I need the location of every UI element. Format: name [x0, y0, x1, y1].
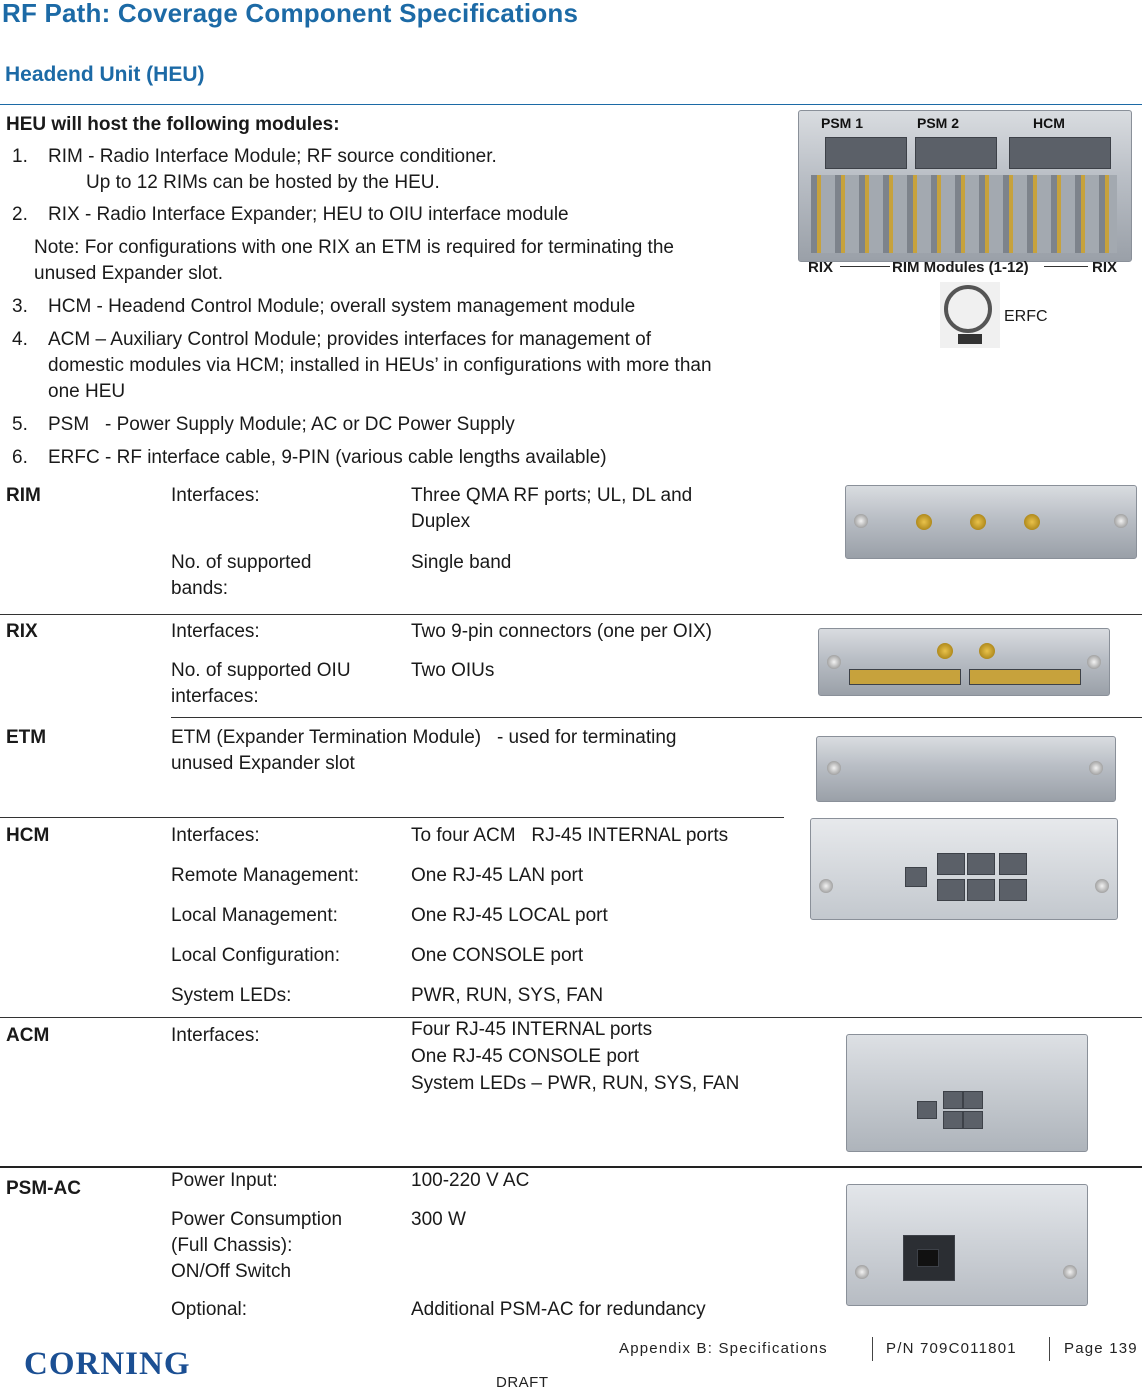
list-num-4: 4.: [12, 329, 28, 350]
hcm-rj45-3: [937, 879, 965, 901]
hcm-interfaces-label: Interfaces:: [171, 825, 260, 846]
list-item-rim-sub: Up to 12 RIMs can be hosted by the HEU.: [86, 172, 440, 193]
acm-rj45-4: [963, 1111, 983, 1129]
hcm-remote-value: One RJ-45 LAN port: [411, 865, 584, 886]
hcm-local-label: Local Management:: [171, 905, 338, 926]
list-item-rim: RIM - Radio Interface Module; RF source conditioner.: [48, 146, 497, 167]
etm-desc-2: unused Expander slot: [171, 753, 355, 774]
psm1-slot: [825, 137, 907, 169]
rix-oiu-value: Two OIUs: [411, 660, 495, 681]
draft-label: DRAFT: [496, 1374, 549, 1391]
acm-name: ACM: [6, 1025, 50, 1046]
psm-consumption-value: 300 W: [411, 1209, 466, 1230]
psm-input-label: Power Input:: [171, 1170, 278, 1191]
rim-divider: [0, 614, 1142, 615]
rim-screw-right: [1114, 514, 1128, 528]
heu-label-psm2: PSM 2: [917, 115, 960, 131]
erfc-cable-image: [940, 282, 1000, 348]
acm-module-image: [846, 1034, 1088, 1152]
hcm-local-port: [999, 879, 1027, 901]
list-item-acm-2: domestic modules via HCM; installed in HEUs’ in configurations with more than: [48, 355, 712, 376]
acm-rj45-2: [963, 1091, 983, 1109]
list-item-hcm: HCM - Headend Control Module; overall system management module: [48, 296, 636, 317]
rim-duplex-port: [1024, 514, 1040, 530]
psm-input-value: 100-220 V AC: [411, 1170, 530, 1191]
hcm-screw-right: [1095, 879, 1109, 893]
etm-divider: [0, 817, 784, 818]
etm-screw-left: [827, 761, 841, 775]
psm-optional-value: Additional PSM-AC for redundancy: [411, 1299, 706, 1320]
psm-optional-label: Optional:: [171, 1299, 248, 1320]
psm-module-image: [846, 1184, 1088, 1306]
rix-9pin-connector-2: [969, 669, 1081, 685]
section-divider: [0, 104, 1142, 105]
acm-console-port: [917, 1101, 937, 1119]
rim-bands-label-2: bands:: [171, 578, 229, 599]
list-num-3: 3.: [12, 296, 28, 317]
footer-separator-1: [872, 1337, 873, 1361]
rix-name: RIX: [6, 621, 38, 642]
hcm-config-value: One CONSOLE port: [411, 945, 584, 966]
heu-bracket-left: [840, 266, 890, 267]
acm-rj45-3: [943, 1111, 963, 1129]
rix-9pin-connector-1: [849, 669, 961, 685]
hcm-interfaces-value: To four ACM RJ-45 INTERNAL ports: [411, 825, 729, 846]
section-subtitle: Headend Unit (HEU): [5, 63, 205, 86]
acm-interfaces-label: Interfaces:: [171, 1025, 260, 1046]
list-item-acm-1: ACM – Auxiliary Control Module; provides interfaces for management of: [48, 329, 651, 350]
hcm-rj45-2: [967, 853, 995, 875]
intro-heading: HEU will host the following modules:: [6, 114, 340, 135]
hcm-config-label: Local Configuration:: [171, 945, 340, 966]
heu-label-rix-left: RIX: [808, 259, 834, 276]
footer-section: Appendix B: Specifications: [619, 1340, 828, 1357]
rim-interfaces-value-1: Three QMA RF ports; UL, DL and: [411, 485, 693, 506]
hcm-leds-label: System LEDs:: [171, 985, 292, 1006]
rim-interfaces-label: Interfaces:: [171, 485, 260, 506]
rix-module-image: [818, 628, 1110, 696]
hcm-local-value: One RJ-45 LOCAL port: [411, 905, 608, 926]
rix-coax-2: [979, 643, 995, 659]
heu-chassis-image: [798, 110, 1132, 262]
rim-bands-label-1: No. of supported: [171, 552, 312, 573]
hcm-lan-port: [999, 853, 1027, 875]
cable-coil-icon: [944, 285, 992, 333]
acm-value-1: Four RJ-45 INTERNAL ports: [411, 1019, 653, 1040]
hcm-rj45-4: [967, 879, 995, 901]
heu-label-rix-right: RIX: [1092, 259, 1118, 276]
heu-label-hcm: HCM: [1033, 115, 1065, 131]
psm-screw-left: [855, 1265, 869, 1279]
heu-label-psm1: PSM 1: [821, 115, 864, 131]
page-title: RF Path: Coverage Component Specifications: [2, 0, 579, 28]
note-line-2: unused Expander slot.: [34, 263, 224, 284]
list-num-6: 6.: [12, 447, 28, 468]
rim-bands-value: Single band: [411, 552, 512, 573]
list-num-5: 5.: [12, 414, 28, 435]
hcm-module-image: [810, 818, 1118, 920]
list-num-1: 1.: [12, 146, 28, 167]
footer-separator-2: [1049, 1337, 1050, 1361]
rim-slots: [811, 175, 1117, 253]
etm-desc-1: ETM (Expander Termination Module) - used for terminating: [171, 727, 677, 748]
etm-screw-right: [1089, 761, 1103, 775]
hcm-leds-value: PWR, RUN, SYS, FAN: [411, 985, 604, 1006]
rix-interfaces-value: Two 9-pin connectors (one per OIX): [411, 621, 712, 642]
rix-oiu-label-1: No. of supported OIU: [171, 660, 351, 681]
erfc-label: ERFC: [1004, 308, 1048, 325]
rix-oiu-label-2: interfaces:: [171, 686, 259, 707]
hcm-rj45-1: [937, 853, 965, 875]
psm-switch-icon: [917, 1249, 939, 1267]
rim-name: RIM: [6, 485, 41, 506]
cable-connector-icon: [958, 334, 982, 344]
heu-label-rim-modules: RIM Modules (1-12): [892, 259, 1029, 276]
rix-screw-left: [827, 655, 841, 669]
acm-value-2: One RJ-45 CONSOLE port: [411, 1046, 640, 1067]
rix-divider: [171, 717, 1142, 718]
rim-module-image: [845, 485, 1137, 559]
etm-name: ETM: [6, 727, 47, 748]
hcm-remote-label: Remote Management:: [171, 865, 359, 886]
list-item-acm-3: one HEU: [48, 381, 126, 402]
list-item-psm: PSM - Power Supply Module; AC or DC Power Supply: [48, 414, 515, 435]
hcm-screw-left: [819, 879, 833, 893]
psm-consumption-label-2: (Full Chassis):: [171, 1235, 293, 1256]
psm-switch-label: ON/Off Switch: [171, 1261, 292, 1282]
list-item-erfc: ERFC - RF interface cable, 9-PIN (various cable lengths available): [48, 447, 607, 468]
acm-value-3: System LEDs – PWR, RUN, SYS, FAN: [411, 1073, 740, 1094]
heu-bracket-right: [1044, 266, 1088, 267]
hcm-console-port: [905, 867, 927, 887]
rim-screw-left: [854, 514, 868, 528]
footer-part-number: P/N 709C011801: [886, 1340, 1017, 1357]
hcm-slot: [1009, 137, 1111, 169]
psm-screw-right: [1063, 1265, 1077, 1279]
list-num-2: 2.: [12, 204, 28, 225]
psm-consumption-label-1: Power Consumption: [171, 1209, 343, 1230]
corning-logo: CORNING: [24, 1346, 191, 1382]
list-item-rix: RIX - Radio Interface Expander; HEU to OIU interface module: [48, 204, 569, 225]
hcm-name: HCM: [6, 825, 50, 846]
etm-module-image: [816, 736, 1116, 802]
rix-coax-1: [937, 643, 953, 659]
psm-name: PSM-AC: [6, 1178, 81, 1199]
acm-rj45-1: [943, 1091, 963, 1109]
rim-interfaces-value-2: Duplex: [411, 511, 471, 532]
rim-dl-port: [970, 514, 986, 530]
rix-screw-right: [1087, 655, 1101, 669]
note-line-1: Note: For configurations with one RIX an ETM is required for terminating the: [34, 237, 674, 258]
rix-interfaces-label: Interfaces:: [171, 621, 260, 642]
rim-ul-port: [916, 514, 932, 530]
psm2-slot: [915, 137, 997, 169]
footer-page-number: Page 139: [1064, 1340, 1138, 1357]
